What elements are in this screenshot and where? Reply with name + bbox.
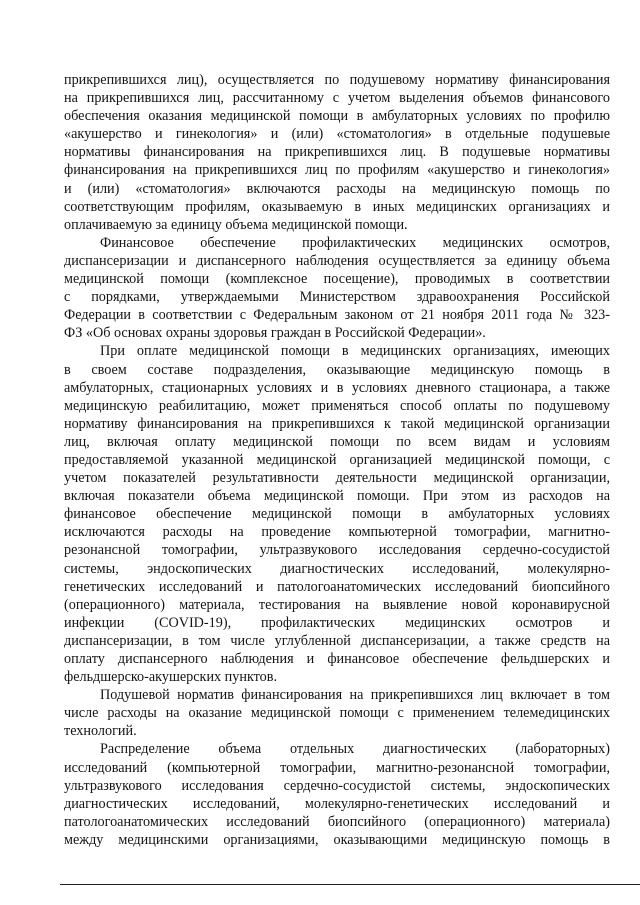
paragraph [64,234,610,343]
text-line: технологий. [64,723,137,740]
text-line: Подушевой норматив финансирования на прикрепившихся лиц включает в том [100,687,610,704]
text-line: соответствующим профилям, оказываемую в иных медицинских организациях и [64,198,610,215]
text-line: инфекции (COVID-19), профилактических медицинских осмотров и [64,614,610,631]
text-line: ультразвукового исследования сердечно-сосудистой системы, эндоскопических [64,777,610,794]
page-bottom-rule [60,884,640,885]
text-line: оплачиваемую за единицу объема медицинской помощи. [64,216,408,233]
text-line: включая показатели объема медицинской помощи. При этом из расходов на [64,488,610,505]
text-line: «акушерство и гинекология» и (или) «стоматология» в отдельные подушевые [64,126,610,143]
text-line: прикрепившихся лиц), осуществляется по подушевому нормативу финансирования [64,72,610,88]
text-line: патологоанатомических исследований биопсийного (операционного) материала) [64,813,610,830]
text-line: диспансеризации, в том числе углубленной диспансеризации, а также средств на [64,632,610,649]
text-line: в своем составе подразделения, оказывающие медицинскую помощь в [64,361,610,378]
text-line: между медицинскими организациями, оказывающими медицинскую помощь в [64,831,610,848]
text-line: исследований (компьютерной томографии, магнитно-резонансной томографии, [64,759,610,776]
text-line: генетических исследований и патологоанатомических исследований биопсийного [64,578,610,595]
text-line: фельдшерско-акушерских пунктов. [64,669,278,686]
text-line: с порядками, утверждаемыми Министерством здравоохранения Российской [64,289,610,306]
text-line: нормативу финансирования на прикрепившихся к такой медицинской организации [64,415,610,432]
paragraph [64,740,610,849]
paragraph [64,342,610,686]
text-line: нормативы финансирования на прикрепившихся лиц. В подушевые нормативы [64,144,610,161]
text-line: амбулаторных, стационарных условиях и в условиях дневного стационара, а также [64,379,610,396]
text-line: учетом показателей результативности деятельности медицинской организации, [64,470,610,487]
text-line: финансирования на прикрепившихся лиц по профилям «акушерство и гинекология» [64,162,610,179]
text-line: системы, эндоскопических диагностических исследований, молекулярно- [64,560,610,577]
text-line: (операционного) материала, тестирования на выявление новой коронавирусной [64,596,610,613]
text-line: При оплате медицинской помощи в медицинских организациях, имеющих [100,343,610,360]
text-line: исключаются расходы на проведение компьютерной томографии, магнитно- [64,524,610,541]
text-line: лиц, включая оплату медицинской помощи по всем видам и условиям [64,433,610,450]
text-line: резонансной томографии, ультразвукового исследования сердечно-сосудистой [64,542,610,559]
text-line: на прикрепившихся лиц, рассчитанному с учетом выделения объемов финансового [64,90,610,107]
text-line: Распределение объема отдельных диагностических (лабораторных) [100,741,610,758]
text-line: обеспечения оказания медицинской помощи в амбулаторных условиях по профилю [64,108,610,125]
text-line: финансовое обеспечение медицинской помощи в амбулаторных условиях [64,506,610,523]
text-line: ФЗ «Об основах охраны здоровья граждан в Российской Федерации». [64,325,486,342]
text-line: Финансовое обеспечение профилактических медицинских осмотров, [100,234,610,251]
text-line: числе расходы на оказание медицинской помощи с применением телемедицинских [64,705,610,722]
text-line: медицинскую реабилитацию, может применяться способ оплаты по подушевому [64,397,610,414]
document-body [64,71,610,849]
text-line: оплату диспансерного наблюдения и финансовое обеспечение фельдшерских и [64,651,610,667]
text-line: медицинской помощи (комплексное посещение), проводимых в соответствии [64,271,610,288]
text-line: предоставляемой указанной медицинской организацией медицинской помощи, с [64,451,610,468]
paragraph [64,686,610,740]
text-line: диагностических исследований, молекулярно-генетических исследований и [64,795,610,812]
text-line: и (или) «стоматология» включаются расходы на медицинскую помощь по [64,180,610,197]
text-line: диспансеризации и диспансерного наблюдения осуществляется за единицу объема [64,252,610,269]
text-line: Федерации в соответствии с Федеральным законом от 21 ноября 2011 года № 323- [64,307,610,324]
paragraph [64,71,610,234]
document-page [64,71,610,849]
